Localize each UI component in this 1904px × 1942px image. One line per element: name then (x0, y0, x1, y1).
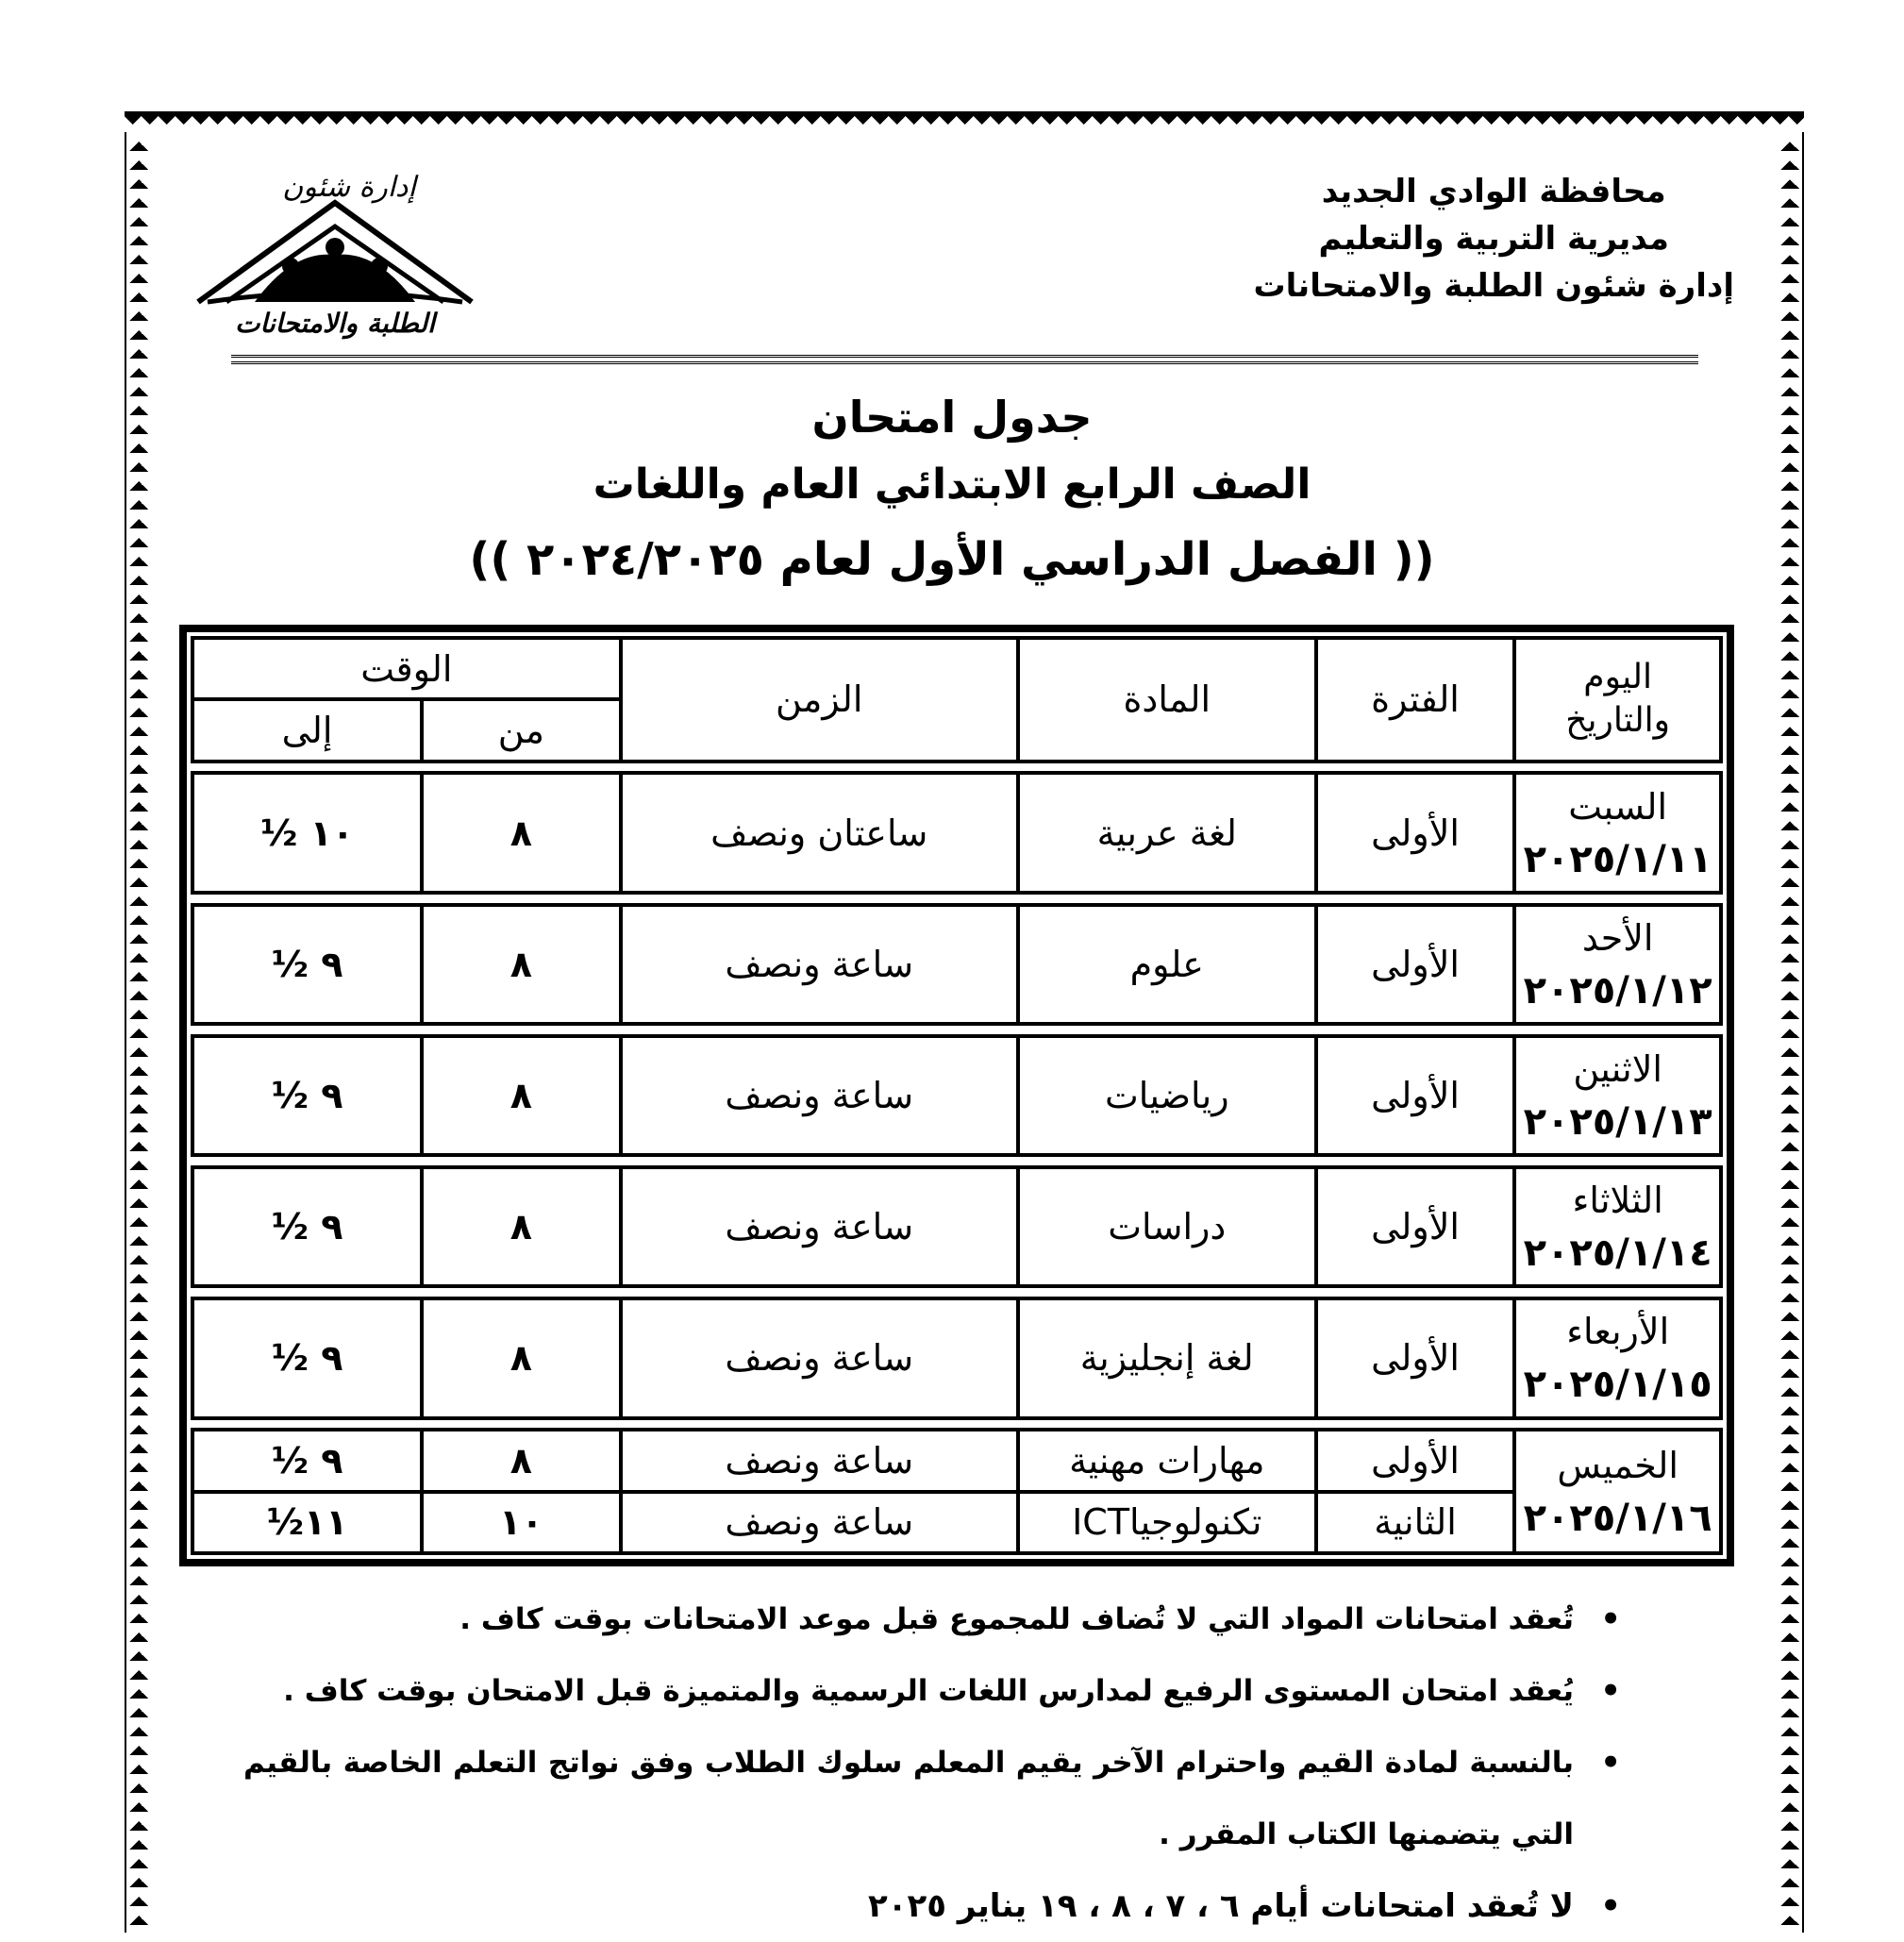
header-subject: المادة (1018, 638, 1316, 762)
table-row (192, 1167, 1721, 1287)
duration-cell: ساعة ونصف (621, 1298, 1018, 1418)
day-date-cell: السبت ٢٠٢٥/١/١١ (1514, 773, 1721, 893)
day-date-cell: الاثنين ٢٠٢٥/١/١٣ (1514, 1036, 1721, 1156)
header-to: إلى (192, 699, 422, 761)
duration-cell: ساعة ونصف (621, 1036, 1018, 1156)
exam-schedule-table (179, 625, 1734, 1566)
table-row (192, 905, 1721, 1025)
logo-text-bottom: الطلبة والامتحانات (235, 308, 435, 339)
governorate-name: محافظة الوادي الجديد (1321, 173, 1666, 210)
directorate-name: مديرية التربية والتعليم (1318, 220, 1669, 258)
to-cell: ٩ ½ (192, 1430, 422, 1491)
list-item: • يُعقد امتحان المستوى الرفيع لمدارس اللغات الرسمية والمتميزة قبل الامتحان بوقت كاف . (243, 1655, 1621, 1727)
table-row (192, 1430, 1721, 1491)
to-cell: ٩ ½ (192, 905, 422, 1025)
grade-title: الصف الرابع الابتدائي العام واللغات (593, 460, 1311, 509)
header-day-date: اليوم والتاريخ (1514, 638, 1721, 762)
decorative-border-top (125, 111, 1804, 136)
from-cell: ٨ (422, 1430, 621, 1491)
term-title: (( الفصل الدراسي الأول لعام ٢٠٢٤/٢٠٢٥ )) (469, 533, 1435, 586)
duration-cell: ساعتان ونصف (621, 773, 1018, 893)
day-date-cell: الخميس ٢٠٢٥/١/١٦ (1514, 1430, 1721, 1553)
duration-cell: ساعة ونصف (621, 905, 1018, 1025)
list-item: • تُعقد امتحانات المواد التي لا تُضاف للمجموع قبل موعد الامتحانات بوقت كاف . (243, 1583, 1621, 1655)
logo-text-top: إدارة شئون (282, 171, 416, 204)
table-row (192, 1492, 1721, 1554)
to-cell: ٩ ½ (192, 1298, 422, 1418)
table-row (192, 1036, 1721, 1156)
subject-cell: دراسات (1018, 1167, 1316, 1287)
to-cell: ١١½ (192, 1492, 422, 1554)
subject-cell: لغة إنجليزية (1018, 1298, 1316, 1418)
to-cell: ١٠ ½ (192, 773, 422, 893)
organization-header (1254, 168, 1735, 310)
period-cell: الأولى (1316, 1036, 1515, 1156)
list-item: • بالنسبة لمادة القيم واحترام الآخر يقيم المعلم سلوك الطلاب وفق نواتج التعلم الخاصة بالقيم التي يتضمنها الكتاب المقرر . (243, 1727, 1621, 1870)
subject-cell: علوم (1018, 905, 1316, 1025)
period-cell: الأولى (1316, 905, 1515, 1025)
duration-cell: ساعة ونصف (621, 1492, 1018, 1554)
to-cell: ٩ ½ (192, 1036, 422, 1156)
table-row (192, 773, 1721, 893)
subject-cell: تكنولوجياICT (1018, 1492, 1316, 1554)
subject-cell: رياضيات (1018, 1036, 1316, 1156)
period-cell: الثانية (1316, 1492, 1515, 1554)
period-cell: الأولى (1316, 1298, 1515, 1418)
table-row (192, 1298, 1721, 1418)
day-date-cell: الثلاثاء ٢٠٢٥/١/١٤ (1514, 1167, 1721, 1287)
department-name: إدارة شئون الطلبة والامتحانات (1253, 267, 1734, 305)
header-separator (231, 355, 1698, 364)
from-cell: ٨ (422, 905, 621, 1025)
notes-list (243, 1583, 1621, 1942)
from-cell: ٨ (422, 1036, 621, 1156)
department-logo (189, 160, 481, 340)
duration-cell: ساعة ونصف (621, 1430, 1018, 1491)
period-cell: الأولى (1316, 773, 1515, 893)
header-period: الفترة (1316, 638, 1515, 762)
subject-cell: لغة عربية (1018, 773, 1316, 893)
from-cell: ٨ (422, 773, 621, 893)
from-cell: ١٠ (422, 1492, 621, 1554)
header-from: من (422, 699, 621, 761)
day-date-cell: الأربعاء ٢٠٢٥/١/١٥ (1514, 1298, 1721, 1418)
to-cell: ٩ ½ (192, 1167, 422, 1287)
list-item: • لا تُعقد امتحانات أيام ٦ ، ٧ ، ٨ ، ١٩ يناير ٢٠٢٥ (243, 1870, 1621, 1942)
day-date-cell: الأحد ٢٠٢٥/١/١٢ (1514, 905, 1721, 1025)
period-cell: الأولى (1316, 1167, 1515, 1287)
table-header-row (192, 638, 1721, 699)
from-cell: ٨ (422, 1298, 621, 1418)
header-duration: الزمن (621, 638, 1018, 762)
duration-cell: ساعة ونصف (621, 1167, 1018, 1287)
subject-cell: مهارات مهنية (1018, 1430, 1316, 1491)
period-cell: الأولى (1316, 1430, 1515, 1491)
from-cell: ٨ (422, 1167, 621, 1287)
page-title: جدول امتحان (811, 392, 1093, 443)
header-time: الوقت (192, 638, 621, 699)
